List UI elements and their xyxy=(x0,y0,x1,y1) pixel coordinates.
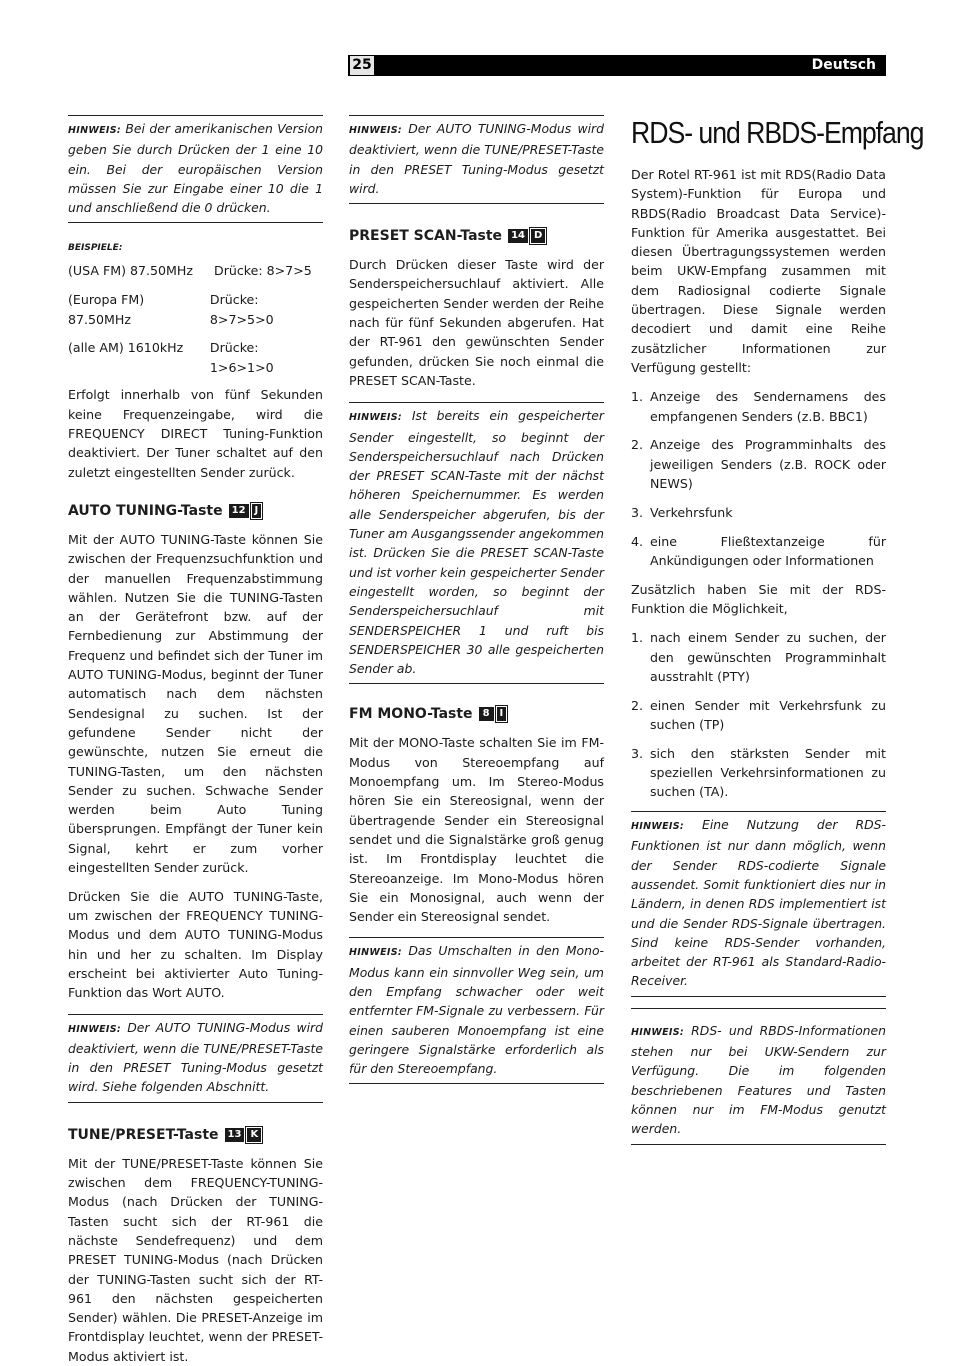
list-text: einen Sender mit Verkehrsfunk zu suchen (TP) xyxy=(650,697,886,732)
header-bar xyxy=(348,55,886,76)
heading-text: FM MONO-Taste xyxy=(349,706,473,723)
section-heading-tune-preset xyxy=(68,1125,323,1145)
list-number: 2. xyxy=(631,697,644,713)
feature-list xyxy=(631,387,886,570)
language-label: Deutsch xyxy=(811,57,876,73)
note-text xyxy=(349,119,604,198)
note-box xyxy=(349,402,604,684)
column-right xyxy=(631,115,924,1145)
note-label: HINWEIS: xyxy=(68,125,121,136)
heading-text: AUTO TUNING-Taste xyxy=(68,502,223,519)
note-label: HINWEIS: xyxy=(631,821,684,833)
note-body: Der AUTO TUNING-Modus wird deaktiviert, wenn die TUNE/PRESET-Taste in den PRESET Tuning-Modus gesetzt wird. xyxy=(349,121,604,196)
note-text xyxy=(631,815,886,991)
note-text xyxy=(349,941,604,1078)
example-keys: Drücke: 1>6>1>0 xyxy=(209,340,274,375)
list-item xyxy=(631,387,886,426)
column-left xyxy=(68,115,323,1366)
option-list xyxy=(631,628,886,801)
section-heading-preset-scan xyxy=(349,226,604,246)
list-item xyxy=(631,435,886,493)
key-letter-badge: D xyxy=(530,228,546,244)
list-number: 1. xyxy=(631,630,644,646)
note-label: HINWEIS: xyxy=(349,412,402,424)
key-number-badge: 13 xyxy=(225,1128,245,1142)
note-label: HINWEIS: xyxy=(349,125,402,136)
example-row xyxy=(68,290,323,329)
paragraph: Mit der MONO-Taste schalten Sie im FM-Modus von Stereoempfang auf Monoempfang um. Im Stereo-Modus hören Sie ein Stereosignal, wenn der übertragende Sender ein Stereosignal sendet und die Signalstärke groß genug ist. Im Frontdisplay leuchtet die Stereoanzeige. Im Mono-Modus hören Sie ein Monosignal, auch wenn der Sender ein Stereosignal sendet. xyxy=(349,735,604,925)
example-row xyxy=(68,338,323,377)
example-row xyxy=(68,261,323,280)
example-keys: Drücke: 8>7>5>0 xyxy=(209,292,274,327)
paragraph: Mit der TUNE/PRESET-Taste können Sie zwischen dem FREQUENCY-TUNING-Modus (nach Drücken der TUNING-Tasten sucht sich der RT-961 die nächste Sendefrequenz) und dem PRESET TUNING-Modus (nach Drücken der TUNING-Tasten sucht sich der RT-961 den nächsten gespeicherten Sender) wählen. Die PRESET-Anzeige im Frontdisplay leuchtet, wenn der PRESET-Modus aktiviert ist. xyxy=(68,1155,323,1364)
note-box xyxy=(349,937,604,1084)
list-number: 1. xyxy=(631,389,644,405)
paragraph: Mit der AUTO TUNING-Taste können Sie zwischen der Frequenzsuchfunktion und der manuellen Frequenzabstimmung wählen. Nutzen Sie die TUNING-Tasten an der Gerätefront bzw. auf der Fernbedienung zur Abstimmung der Frequenz und befindet sich der Tuner im AUTO TUNING-Modus, beginnt der Tuner automatisch nach dem nächsten Sendesignal zu suchen. Ist der gefundene Sender nicht der gewünschte, nutzen Sie erneut die TUNING-Tasten, um den nächsten Sender zu suchen. Schwache Sender werden beim Auto Tuning übersprungen. Empfängt der Tuner kein Signal, kehrt er zum vorher eingestellten Sender zurück. xyxy=(68,531,323,875)
list-text: nach einem Sender zu suchen, der den gewünschten Programminhalt ausstrahlt (PTY) xyxy=(650,630,886,684)
example-frequency: (alle AM) 1610kHz xyxy=(68,340,184,356)
note-text xyxy=(631,1021,886,1139)
note-box xyxy=(68,1014,323,1103)
page-title: RDS- und RBDS-Empfang xyxy=(631,115,924,150)
list-item xyxy=(631,744,886,802)
paragraph: Zusätzlich haben Sie mit der RDS-Funktion die Möglichkeit, xyxy=(631,581,886,616)
note-body: Der AUTO TUNING-Modus wird deaktiviert, wenn die TUNE/PRESET-Taste in den PRESET Tuning-Modus gesetzt wird. Siehe folgenden Abschnitt. xyxy=(68,1019,323,1095)
list-text: Verkehrsfunk xyxy=(650,504,733,520)
paragraph: Drücken Sie die AUTO TUNING-Taste, um zwischen der FREQUENCY TUNING-Modus und dem AUTO TUNING-Modus hin und her zu schalten. Im Display erscheint bei aktivierter Auto Tuning-Funktion das Wort AUTO. xyxy=(68,888,323,1001)
list-number: 3. xyxy=(631,504,644,520)
paragraph: Durch Drücken dieser Taste wird der Senderspeichersuchlauf aktiviert. Alle gespeicherten Sender werden der Reihe nach für fünf Sekunden abgerufen. Hat der RT-961 den gewünschten Sender gefunden, drücken Sie noch einmal die PRESET SCAN-Taste. xyxy=(349,257,604,388)
key-letter-badge: J xyxy=(251,503,263,519)
key-number-badge: 12 xyxy=(229,504,249,518)
note-label: HINWEIS: xyxy=(631,1026,684,1038)
paragraph: Erfolgt innerhalb von fünf Sekunden keine Frequenzeingabe, wird die FREQUENCY DIRECT Tuning-Funktion deaktiviert. Der Tuner schaltet auf den zuletzt eingestellten Sender zurück. xyxy=(68,387,323,480)
note-label: HINWEIS: xyxy=(349,947,402,959)
key-letter-badge: I xyxy=(496,706,508,722)
list-item xyxy=(631,628,886,686)
page-number: 25 xyxy=(350,56,374,75)
note-body: Bei der amerikanischen Version geben Sie durch Drücken der 1 eine 10 ein. Bei der europäischen Version müssen Sie zur Eingabe einer 10 die 1 und anschließend die 0 drücken. xyxy=(68,121,323,216)
key-number-badge: 14 xyxy=(508,229,528,243)
example-keys: Drücke: 8>7>5 xyxy=(214,263,312,279)
list-number: 2. xyxy=(631,437,644,453)
list-item xyxy=(631,503,886,522)
examples-label: BEISPIELE: xyxy=(68,243,123,254)
key-number-badge: 8 xyxy=(479,707,494,721)
key-letter-badge: K xyxy=(246,1127,262,1143)
heading-text: PRESET SCAN-Taste xyxy=(349,228,503,245)
list-text: eine Fließtextanzeige für Ankündigungen oder Informationen xyxy=(650,533,886,568)
example-frequency: (USA FM) 87.50MHz xyxy=(68,263,194,279)
note-text xyxy=(68,119,323,217)
column-middle xyxy=(349,115,604,1084)
note-label: HINWEIS: xyxy=(68,1023,121,1035)
note-body: Das Umschalten in den Mono-Modus kann ein sinnvoller Weg sein, um den Empfang schwacher oder weit entfernter FM-Signale zu verbessern. Für einen sauberen Monoempfang ist eine geringere Signalstärke erforderlich als für den Stereoempfang. xyxy=(349,943,604,1077)
note-text xyxy=(68,1018,323,1097)
list-number: 3. xyxy=(631,745,644,761)
paragraph: Der Rotel RT-961 ist mit RDS(Radio Data System)-Funktion für Europa und RBDS(Radio Broadcast Data Service)-Funktion für Amerika ausgestattet. Bei diesen Übertragungssystemen werden beim UKW-Empfang zusammen mit dem Radiosignal codierte Signale übertragen. Diese Signale werden decodiert und damit eine Reihe zusätzlicher Informationen zur Verfügung gestellt: xyxy=(631,167,886,375)
note-body: RDS- und RBDS-Informationen stehen nur bei UKW-Sendern zur Verfügung. Die im folgenden beschriebenen Features und Tasten können nur im FM-Modus genutzt werden. xyxy=(631,1022,886,1137)
note-box xyxy=(631,1008,886,1145)
list-item xyxy=(631,696,886,735)
heading-text: TUNE/PRESET-Taste xyxy=(68,1126,219,1143)
list-number: 4. xyxy=(631,533,644,549)
note-box xyxy=(68,115,323,223)
list-text: Anzeige des Sendernamens des empfangenen Senders (z.B. BBC1) xyxy=(650,389,886,424)
section-heading-auto-tuning xyxy=(68,501,323,521)
list-item xyxy=(631,532,886,571)
list-text: sich den stärksten Sender mit speziellen Verkehrsinformationen zu suchen (TA). xyxy=(650,745,886,800)
note-body: Eine Nutzung der RDS-Funktionen ist nur dann möglich, wenn der Sender RDS-codierte Signale aussendet. Somit funktioniert dies nur in Ländern, in denen RDS implementiert ist und die Sender RDS-Signale übertragen. Sind keine RDS-Sender vorhanden, arbeitet der RT-961 als Standard-Radio-Receiver. xyxy=(631,817,886,989)
note-box xyxy=(631,811,886,997)
section-heading-fm-mono xyxy=(349,704,604,724)
note-box xyxy=(349,115,604,204)
note-body: Ist bereits ein gespeicherter Sender eingestellt, so beginnt der Senderspeichersuchlauf nach Drücken der PRESET SCAN-Taste mit der nächst höheren Speichernummer. Es werden alle Senderspeicher abgerufen, bis der Tuner am Ausgangssender angekommen ist. Drücken Sie die PRESET SCAN-Taste und ist vorher kein gespeicherter Sender eingestellt worden, so beginnt der Senderspeichersuchlauf mit SENDERSPEICHER 1 und ruft bis SENDERSPEICHER 30 alle gespeicherten Sender ab. xyxy=(349,408,604,677)
list-text: Anzeige des Programminhalts des jeweiligen Senders (z.B. ROCK oder NEWS) xyxy=(650,437,886,491)
note-text xyxy=(349,406,604,678)
example-frequency: (Europa FM) 87.50MHz xyxy=(68,292,145,327)
